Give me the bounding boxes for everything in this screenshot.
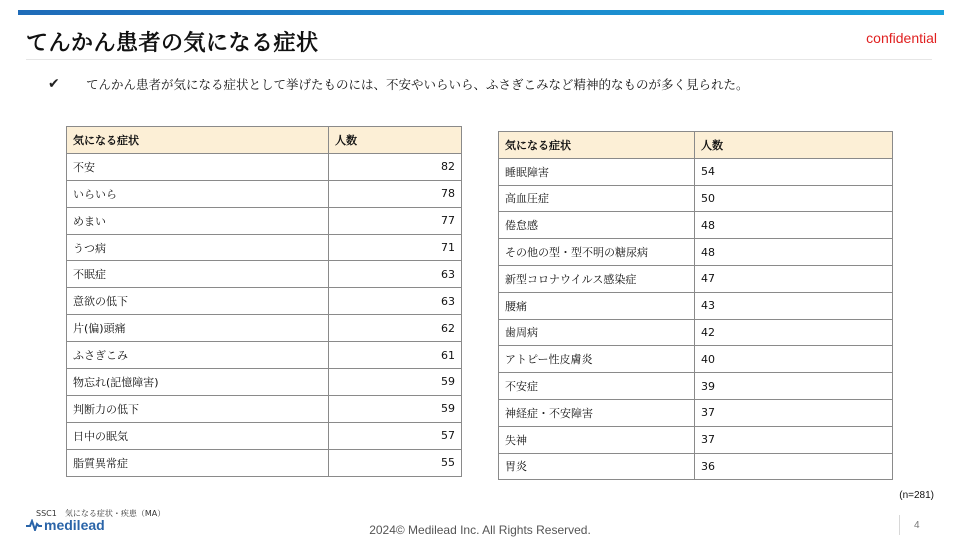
symptom-table-left [66,126,462,477]
symptom-cell: 日中の眠気 [67,422,329,449]
table-row [67,315,462,342]
table-row [67,369,462,396]
symptom-cell: 不安症 [499,373,695,400]
header-count: 人数 [329,127,462,154]
table-row [499,185,893,212]
count-cell: 59 [329,369,462,396]
count-cell: 37 [695,399,893,426]
page-number-divider [899,515,900,535]
symptom-cell: アトピー性皮膚炎 [499,346,695,373]
header-symptom: 気になる症状 [499,132,695,159]
top-accent-bar [18,10,944,15]
symptom-cell: 胃炎 [499,453,695,480]
symptom-cell: 脂質異常症 [67,449,329,476]
table-row [67,234,462,261]
symptom-cell: その他の型・型不明の糖尿病 [499,239,695,266]
table-row [499,399,893,426]
check-icon: ✔ [48,76,60,92]
symptom-cell: 失神 [499,426,695,453]
count-cell: 71 [329,234,462,261]
table-header-row [499,132,893,159]
count-cell: 61 [329,342,462,369]
symptom-cell: めまい [67,207,329,234]
sample-size: (n=281) [899,490,934,501]
count-cell: 77 [329,207,462,234]
count-cell: 63 [329,261,462,288]
table-row [67,153,462,180]
symptom-cell: 意欲の低下 [67,288,329,315]
symptom-cell: 片(偏)頭痛 [67,315,329,342]
symptom-cell: うつ病 [67,234,329,261]
count-cell: 48 [695,212,893,239]
symptom-cell: 不安 [67,153,329,180]
symptom-cell: 神経症・不安障害 [499,399,695,426]
count-cell: 59 [329,395,462,422]
table-row [67,395,462,422]
summary-bullet [48,75,749,93]
count-cell: 82 [329,153,462,180]
count-cell: 78 [329,180,462,207]
table-row [67,207,462,234]
symptom-cell: 歯周病 [499,319,695,346]
count-cell: 39 [695,373,893,400]
table-row [499,265,893,292]
symptom-cell: 倦怠感 [499,212,695,239]
table-row [67,422,462,449]
count-cell: 40 [695,346,893,373]
source-note: SSC1 気になる症状・疾患（MA） [36,509,166,518]
table-row [499,426,893,453]
symptom-cell: ふさぎこみ [67,342,329,369]
symptom-cell: 判断力の低下 [67,395,329,422]
table-row [499,212,893,239]
symptom-cell: 物忘れ(記憶障害) [67,369,329,396]
count-cell: 37 [695,426,893,453]
table-row [67,342,462,369]
table-row [67,180,462,207]
table-row [67,261,462,288]
summary-text: てんかん患者が気になる症状として挙げたものには、不安やいらいら、ふさぎこみなど精神的なものが多く見られた。 [86,77,749,92]
count-cell: 42 [695,319,893,346]
title-divider [26,59,932,60]
symptom-cell: 高血圧症 [499,185,695,212]
count-cell: 62 [329,315,462,342]
header-symptom: 気になる症状 [67,127,329,154]
count-cell: 55 [329,449,462,476]
table-row [499,346,893,373]
count-cell: 54 [695,158,893,185]
count-cell: 50 [695,185,893,212]
table-row [499,239,893,266]
symptom-cell: 新型コロナウイルス感染症 [499,265,695,292]
count-cell: 36 [695,453,893,480]
count-cell: 63 [329,288,462,315]
header-count: 人数 [695,132,893,159]
count-cell: 47 [695,265,893,292]
table-row [67,449,462,476]
table-header-row [67,127,462,154]
page-title: てんかん患者の気になる症状 [26,31,319,56]
table-row [499,319,893,346]
table-row [499,373,893,400]
symptom-cell: 腰痛 [499,292,695,319]
count-cell: 57 [329,422,462,449]
symptom-table-right [498,131,893,480]
count-cell: 48 [695,239,893,266]
table-row [499,292,893,319]
symptom-cell: 不眠症 [67,261,329,288]
table-row [499,453,893,480]
copyright: 2024© Medilead Inc. All Rights Reserved. [369,523,591,537]
symptom-cell: 睡眠障害 [499,158,695,185]
page-number: 4 [914,520,920,531]
symptom-cell: いらいら [67,180,329,207]
confidential-label: confidential [866,30,937,46]
table-row [67,288,462,315]
count-cell: 43 [695,292,893,319]
logo-text: medilead [44,517,105,533]
table-row [499,158,893,185]
